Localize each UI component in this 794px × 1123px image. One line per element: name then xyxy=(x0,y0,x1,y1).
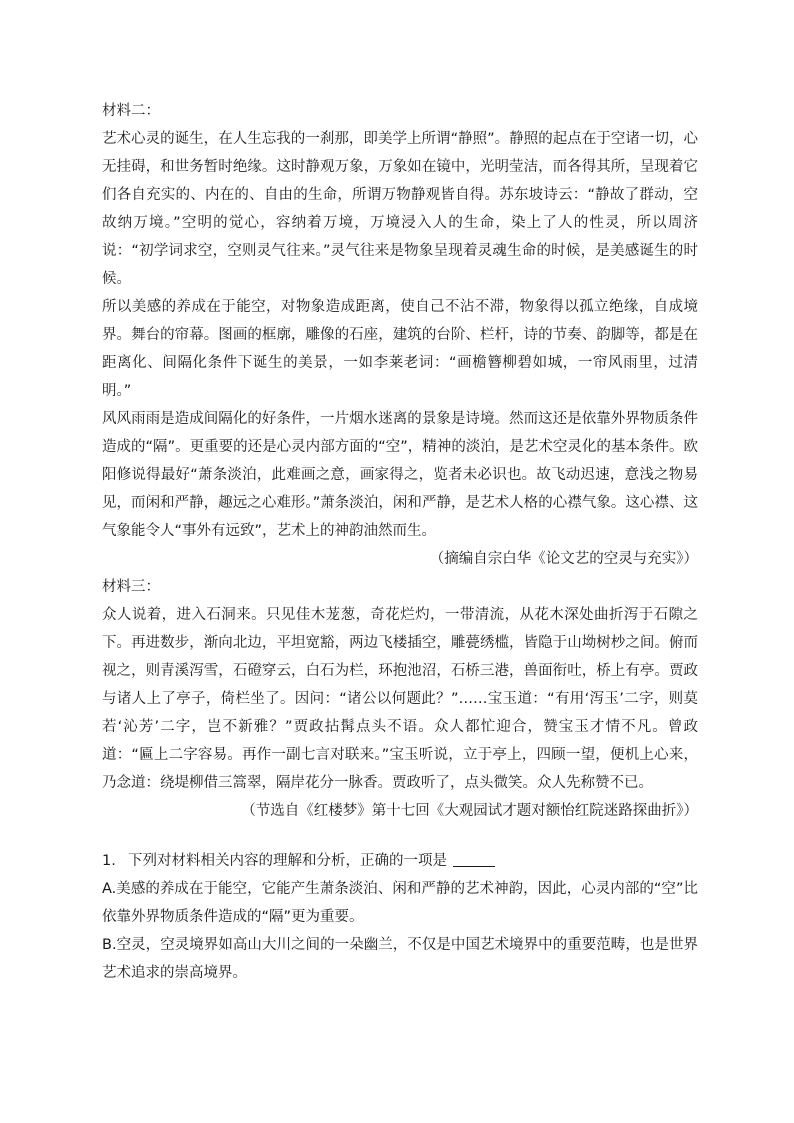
material2-paragraph-2: 所以美感的养成在于能空，对物象造成距离，使自己不沾不滞，物象得以孤立绝缘，自成境界。舞台的帘幕。图画的框廓，雕像的石座，建筑的台阶、栏杆，诗的节奏、韵脚等，都是在距离化、间隔化条件下诞生的美景，一如李莱老词：“画檐簪柳碧如城，一帘风雨里，过清明。” xyxy=(102,299,698,399)
material3-heading: 材料三： xyxy=(102,579,160,595)
question-1-option-b: B.空灵，空灵境界如高山大川之间的一朵幽兰，不仅是中国艺术境界中的重要范畴，也是世界艺术追求的崇高境界。 xyxy=(102,937,698,981)
question-1-stem: 下列对材料相关内容的理解和分析，正确的一项是 xyxy=(128,853,447,869)
material3-source: （节选自《红楼梦》第十七回《大观园试才题对额怡红院迷路探曲折》） xyxy=(241,803,698,819)
answer-blank[interactable] xyxy=(453,852,495,867)
section-spacer xyxy=(102,825,698,847)
material2-heading: 材料二： xyxy=(102,103,160,119)
material2-source: （摘编自宗白华《论文艺的空灵与充实》） xyxy=(429,551,698,567)
question-1-option-a: A.美感的养成在于能空，它能产生萧条淡泊、闲和严静的艺术神韵，因此，心灵内部的“空”比依靠外界物质条件造成的“隔”更为重要。 xyxy=(102,881,698,925)
question-1 xyxy=(102,847,698,875)
material3-paragraph-1: 众人说着，进入石洞来。只见佳木茏葱，奇花烂灼，一带清流，从花木深处曲折泻于石隙之下。再进数步，渐向北边，平坦宽豁，两边飞楼插空，雕甍绣槛，皆隐于山坳树杪之间。俯而视之，则青溪泻雪，石磴穿云，白石为栏，环抱池沼，石桥三港，兽面衔吐，桥上有亭。贾政与诸人上了亭子，倚栏坐了。因问：“诸公以何题此？”……宝玉道：“有用‘泻玉’二字，则莫若‘沁芳’二字，岂不新雅？”贾政拈髯点头不语。众人都忙迎合，赞宝玉才情不凡。曾政道：“匾上二字容易。再作一副七言对联来。”宝玉听说，立于亭上，四顾一望，便机上心来，乃念道：绕堤柳借三篙翠，隔岸花分一脉香。贾政听了，点头微笑。众人先称赞不已。 xyxy=(102,607,698,791)
document-content xyxy=(102,97,698,987)
material2-paragraph-3: 风风雨雨是造成间隔化的好条件，一片烟水迷离的景象是诗境。然而这还是依靠外界物质条件造成的“隔”。更重要的还是心灵内部方面的“空”，精神的淡泊，是艺术空灵化的基本条件。欧阳修说得最好“萧条淡泊，此难画之意，画家得之，览者未必识也。故飞动迟速，意浅之物易见，而闲和严静，趣远之心难形。”萧条淡泊，闲和严静，是艺术人格的心襟气象。这心襟、这气象能令人“事外有远致”，艺术上的神韵油然而生。 xyxy=(102,411,698,539)
question-1-number: 1. xyxy=(102,853,116,869)
material2-paragraph-1: 艺术心灵的诞生，在人生忘我的一刹那，即美学上所谓“静照”。静照的起点在于空诸一切，心无挂碍，和世务暂时绝缘。这时静观万象，万象如在镜中，光明莹洁，而各得其所，呈现着它们各自充实的、内在的、自由的生命，所谓万物静观皆自得。苏东坡诗云：“静故了群动，空故纳万境。”空明的觉心，容纳着万境，万境浸入人的生命，染上了人的性灵，所以周济说：“初学词求空，空则灵气往来。”灵气往来是物象呈现着灵魂生命的时候，是美感诞生的时候。 xyxy=(102,131,698,287)
